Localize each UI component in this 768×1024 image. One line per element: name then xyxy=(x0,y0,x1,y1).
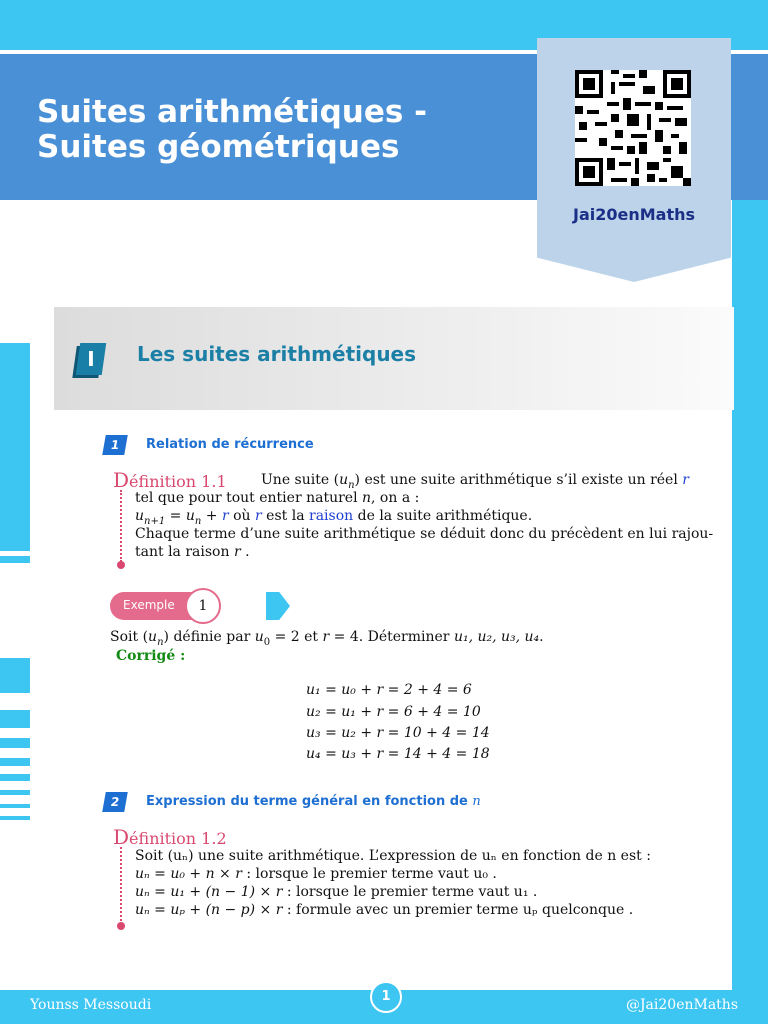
raison-term: raison xyxy=(309,508,354,524)
subsection-number: 1 xyxy=(102,435,128,455)
section-number: I xyxy=(87,347,95,371)
left-decoration xyxy=(0,790,30,795)
math-fragment: r xyxy=(682,472,689,488)
left-decoration xyxy=(0,816,30,820)
math-fragment: r xyxy=(322,629,330,645)
definition-title-rest: éfinition 1.1 xyxy=(129,472,227,491)
math-fragment: + xyxy=(201,508,222,524)
definition-text xyxy=(135,901,633,919)
subsection-number: 2 xyxy=(102,792,128,812)
math-fragment: n xyxy=(348,479,355,491)
left-decoration xyxy=(0,738,30,748)
math-fragment: u xyxy=(339,472,349,488)
arrow-right-icon xyxy=(266,592,290,620)
qr-code-icon[interactable] xyxy=(575,70,691,186)
text-fragment: : lorsque le premier terme vaut u₀ . xyxy=(241,866,497,882)
definition-text: Soit (uₙ) une suite arithmétique. L’expression de uₙ en fonction de n est : xyxy=(135,848,651,864)
text-fragment: tel que pour tout entier naturel xyxy=(135,490,358,506)
definition-text: Chaque terme d’une suite arithmétique se déduit donc du précèdent en lui rajou- xyxy=(135,526,714,542)
text-fragment: Soit ( xyxy=(110,629,149,645)
text-fragment: = 4. Déterminer xyxy=(329,629,454,645)
math-fragment: n xyxy=(362,490,372,506)
text-fragment: ) est une suite arithmétique s’il existe un réel xyxy=(354,472,678,488)
math-fragment: 0 xyxy=(263,636,271,648)
text-fragment: : formule avec un premier terme uₚ quelconque . xyxy=(282,902,634,918)
text-fragment: Une suite ( xyxy=(261,472,340,488)
right-side-bar xyxy=(732,200,768,990)
definition-title-rest: éfinition 1.2 xyxy=(129,829,227,848)
title-line-1: Suites arithmétiques - xyxy=(37,94,427,130)
math-fragment: n+1 xyxy=(144,515,166,527)
footer-author: Younss Messoudi xyxy=(30,997,152,1013)
math-fragment: n xyxy=(157,636,164,648)
math-fragment: r xyxy=(233,544,241,560)
definition-text xyxy=(135,489,419,507)
left-decoration xyxy=(0,774,30,781)
definition-text xyxy=(135,883,537,901)
footer-handle: @Jai20enMaths xyxy=(625,997,738,1013)
equation-line: u₄ = u₃ + r = 14 + 4 = 18 xyxy=(306,746,490,762)
definition-rule xyxy=(120,490,122,562)
example-number: 1 xyxy=(185,588,221,624)
left-decoration xyxy=(0,658,30,693)
example-label: Exemple xyxy=(110,592,210,620)
math-fragment: uₙ = u₁ + (n − 1) × r xyxy=(135,884,283,900)
math-fragment: u xyxy=(148,629,158,645)
math-fragment: r xyxy=(221,508,229,524)
equation-line: u₂ = u₁ + r = 6 + 4 = 10 xyxy=(306,704,481,720)
title-line-2: Suites géométriques xyxy=(37,129,400,165)
subsection-title xyxy=(146,794,481,809)
text-fragment: . xyxy=(539,629,544,645)
math-fragment: u₁, u₂, u₃, u₄ xyxy=(453,629,540,645)
math-fragment: = u xyxy=(165,508,195,524)
left-decoration xyxy=(0,343,30,551)
math-fragment: u xyxy=(254,629,264,645)
document-title xyxy=(37,95,427,165)
math-fragment: uₙ = u₀ + n × r xyxy=(135,866,242,882)
definition-text xyxy=(135,865,497,883)
left-decoration xyxy=(0,556,30,563)
definition-end-dot xyxy=(117,561,125,569)
definition-title xyxy=(113,825,227,849)
definition-initial: D xyxy=(113,825,130,849)
text-fragment: est la xyxy=(261,508,310,524)
equation-line: u₁ = u₀ + r = 2 + 4 = 6 xyxy=(306,682,472,698)
definition-text xyxy=(135,543,250,561)
math-fragment: r xyxy=(255,508,262,524)
badge-label: Jai20enMaths xyxy=(572,205,696,224)
definition-rule xyxy=(120,847,122,925)
text-fragment: ) définie par xyxy=(163,629,255,645)
definition-initial: D xyxy=(113,468,130,492)
subsection-title-text: Expression du terme général en fonction de xyxy=(146,794,468,809)
text-fragment: tant la raison xyxy=(135,544,230,560)
math-fragment: u xyxy=(135,508,145,524)
definition-end-dot xyxy=(117,922,125,930)
corrige-label: Corrigé : xyxy=(116,648,186,664)
text-fragment: : lorsque le premier terme vaut u₁ . xyxy=(282,884,538,900)
math-fragment: n xyxy=(194,515,202,527)
text-fragment: où xyxy=(228,508,256,524)
math-fragment: n xyxy=(472,794,481,809)
equation-line: u₃ = u₂ + r = 10 + 4 = 14 xyxy=(306,725,490,741)
section-title: Les suites arithmétiques xyxy=(137,342,417,366)
math-fragment: uₙ = uₚ + (n − p) × r xyxy=(135,902,283,918)
left-decoration xyxy=(0,758,30,766)
text-fragment: = 2 et xyxy=(270,629,323,645)
text-fragment: , on a : xyxy=(371,490,420,506)
left-decoration xyxy=(0,804,30,808)
text-fragment: . xyxy=(240,544,250,560)
subsection-title: Relation de récurrence xyxy=(146,437,314,452)
left-decoration xyxy=(0,710,30,728)
page-number: 1 xyxy=(370,981,402,1013)
text-fragment: de la suite arithmétique. xyxy=(353,508,533,524)
